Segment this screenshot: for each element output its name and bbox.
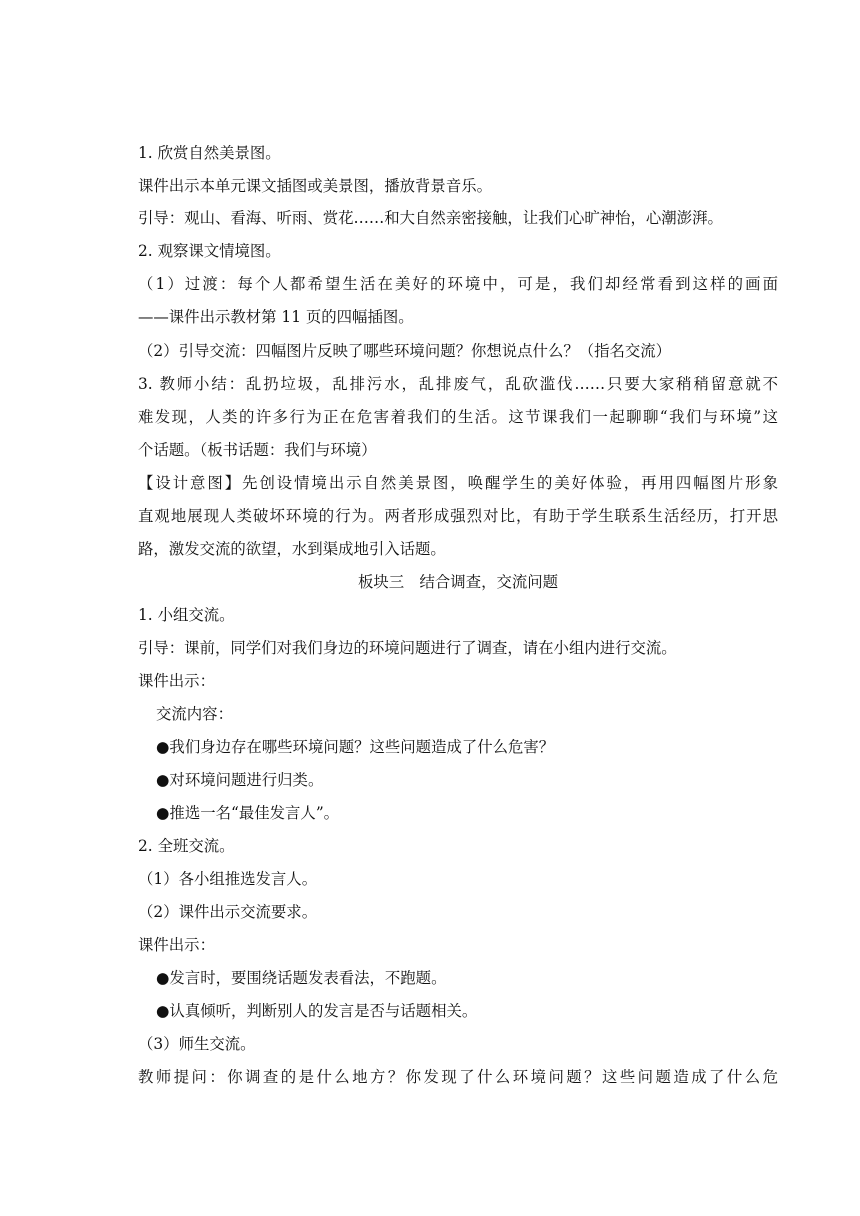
paragraph: 直观地展现人类破坏环境的行为。两者形成强烈对比，有助于学生联系生活经历，打开思 xyxy=(138,507,778,525)
paragraph: 引导：观山、看海、听雨、赏花……和大自然亲密接触，让我们心旷神怡，心潮澎湃。 xyxy=(138,209,723,227)
paragraph: 引导：课前，同学们对我们身边的环境问题进行了调查，请在小组内进行交流。 xyxy=(138,639,677,657)
bullet-item: ●对环境问题进行归类。 xyxy=(156,771,324,789)
paragraph: （2）课件出示交流要求。 xyxy=(138,903,318,921)
step-2-heading: 2. 观察课文情境图。 xyxy=(138,242,281,260)
paragraph: 课件出示本单元课文插图或美景图，播放背景音乐。 xyxy=(138,177,492,195)
bullet-item: ●我们身边存在哪些环境问题？这些问题造成了什么危害？ xyxy=(156,738,555,756)
step-2-heading: 2. 全班交流。 xyxy=(138,837,235,855)
step-1-heading: 1. 欣赏自然美景图。 xyxy=(138,144,281,162)
bullet-item: ●推选一名“最佳发言人”。 xyxy=(156,804,340,822)
design-intent-paragraph: 【设计意图】先创设情境出示自然美景图，唤醒学生的美好体验，再用四幅图片形象 xyxy=(138,474,778,492)
step-3-paragraph: 3. 教师小结：乱扔垃圾，乱排污水，乱排废气，乱砍滥伐……只要大家稍稍留意就不 xyxy=(138,375,778,393)
paragraph: 难发现，人类的许多行为正在危害着我们的生活。这节课我们一起聊聊“我们与环境”这 xyxy=(138,408,778,426)
paragraph: 课件出示： xyxy=(138,672,215,690)
paragraph: 路，激发交流的欲望，水到渠成地引入话题。 xyxy=(138,540,446,558)
bullet-item: ●发言时，要围绕话题发表看法，不跑题。 xyxy=(156,969,447,987)
paragraph: （2）引导交流：四幅图片反映了哪些环境问题？你想说点什么？（指名交流） xyxy=(138,342,672,360)
paragraph: ——课件出示教材第 11 页的四幅插图。 xyxy=(138,308,414,326)
step-1-heading: 1. 小组交流。 xyxy=(138,606,235,624)
paragraph: 个话题。（板书话题：我们与环境） xyxy=(138,441,377,459)
paragraph: （1）过渡：每个人都希望生活在美好的环境中，可是，我们却经常看到这样的画面 xyxy=(138,275,778,293)
section-heading: 板块三 结合调查，交流问题 xyxy=(357,573,559,591)
paragraph: 教师提问：你调查的是什么地方？你发现了什么环境问题？这些问题造成了什么危 xyxy=(138,1068,778,1086)
paragraph: 交流内容： xyxy=(156,705,233,723)
paragraph: （1）各小组推选发言人。 xyxy=(138,870,318,888)
bullet-item: ●认真倾听，判断别人的发言是否与话题相关。 xyxy=(156,1002,478,1020)
paragraph: （3）师生交流。 xyxy=(138,1035,256,1053)
paragraph: 课件出示： xyxy=(138,936,215,954)
